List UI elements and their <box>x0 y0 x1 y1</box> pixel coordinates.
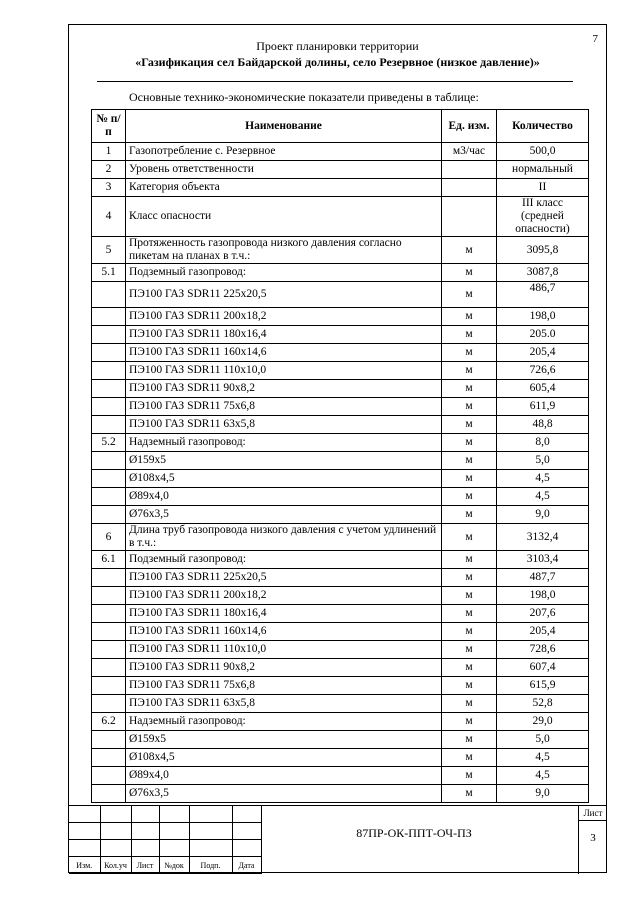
row-number <box>92 731 126 749</box>
table-row <box>92 282 589 308</box>
row-unit: м <box>442 452 497 470</box>
table-row <box>92 569 589 587</box>
row-number <box>92 308 126 326</box>
row-quantity: 486,7 <box>497 282 589 308</box>
row-name: ПЭ100 ГАЗ SDR11 225x20,5 <box>126 569 442 587</box>
sheet-box <box>578 806 607 874</box>
row-unit: м <box>442 488 497 506</box>
row-unit: м <box>442 524 497 551</box>
row-number <box>92 488 126 506</box>
document-subtitle: «Газификация сел Байдарской долины, село Резервное (низкое давление)» <box>135 55 540 69</box>
row-name: Ø108x4,5 <box>126 470 442 488</box>
document-code: 87ПР-ОК-ППТ-ОЧ-ПЗ <box>356 826 472 840</box>
row-quantity: 205,4 <box>497 623 589 641</box>
table-row <box>92 524 589 551</box>
row-number <box>92 326 126 344</box>
table-row <box>92 344 589 362</box>
row-number <box>92 695 126 713</box>
row-quantity: 4,5 <box>497 749 589 767</box>
row-name: Ø108x4,5 <box>126 749 442 767</box>
row-unit: м <box>442 416 497 434</box>
row-number <box>92 452 126 470</box>
row-name: ПЭ100 ГАЗ SDR11 63x5,8 <box>126 416 442 434</box>
col-header-qty: Количество <box>497 110 589 143</box>
row-number <box>92 677 126 695</box>
table-row <box>92 551 589 569</box>
row-unit: м <box>442 659 497 677</box>
document-title: Проект планировки территории <box>256 39 419 53</box>
row-name: Надземный газопровод: <box>126 434 442 452</box>
row-number <box>92 344 126 362</box>
row-number: 3 <box>92 179 126 197</box>
row-name: ПЭ100 ГАЗ SDR11 160x14,6 <box>126 623 442 641</box>
row-quantity: 487,7 <box>497 569 589 587</box>
row-name: Подземный газопровод: <box>126 264 442 282</box>
row-number <box>92 605 126 623</box>
table-row <box>92 434 589 452</box>
row-quantity: 52,8 <box>497 695 589 713</box>
table-row <box>92 731 589 749</box>
row-name: Ø159x5 <box>126 452 442 470</box>
col-header-num: № п/п <box>92 110 126 143</box>
row-number <box>92 587 126 605</box>
row-number: 6.1 <box>92 551 126 569</box>
row-name: Ø89x4,0 <box>126 767 442 785</box>
row-quantity: 3087,8 <box>497 264 589 282</box>
label-ndok: №док <box>159 857 189 874</box>
row-number: 1 <box>92 143 126 161</box>
row-quantity: 205,4 <box>497 344 589 362</box>
row-quantity: 9,0 <box>497 785 589 803</box>
table-row <box>92 623 589 641</box>
table-row <box>92 452 589 470</box>
row-quantity: 198,0 <box>497 587 589 605</box>
row-name: ПЭ100 ГАЗ SDR11 63x5,8 <box>126 695 442 713</box>
row-unit: м <box>442 237 497 264</box>
row-quantity: 607,4 <box>497 659 589 677</box>
row-name: Ø76x3,5 <box>126 506 442 524</box>
indicators-table <box>91 109 589 803</box>
sheet-label: Лист <box>583 808 603 818</box>
row-quantity: 8,0 <box>497 434 589 452</box>
row-number: 5.2 <box>92 434 126 452</box>
row-quantity: III класс (средней опасности) <box>497 197 589 237</box>
row-name: Надземный газопровод: <box>126 713 442 731</box>
row-name: Подземный газопровод: <box>126 551 442 569</box>
row-number <box>92 785 126 803</box>
row-unit: м <box>442 506 497 524</box>
row-unit: м <box>442 470 497 488</box>
table-body <box>92 143 589 803</box>
row-name: ПЭ100 ГАЗ SDR11 160x14,6 <box>126 344 442 362</box>
row-number: 5.1 <box>92 264 126 282</box>
row-quantity: 5,0 <box>497 731 589 749</box>
row-unit: м <box>442 264 497 282</box>
table-row <box>92 506 589 524</box>
row-unit: м <box>442 677 497 695</box>
table-row <box>92 695 589 713</box>
title-underline <box>97 81 573 82</box>
table-row <box>92 326 589 344</box>
intro-text: Основные технико-экономические показатели приведены в таблице: <box>129 90 479 104</box>
row-unit: м <box>442 587 497 605</box>
row-number <box>92 767 126 785</box>
table-row <box>92 264 589 282</box>
row-number <box>92 380 126 398</box>
row-unit: м <box>442 326 497 344</box>
row-name: Ø159x5 <box>126 731 442 749</box>
table-row <box>92 587 589 605</box>
row-unit <box>442 179 497 197</box>
page-number: 7 <box>592 33 598 45</box>
row-unit: м <box>442 785 497 803</box>
row-name: ПЭ100 ГАЗ SDR11 200x18,2 <box>126 587 442 605</box>
table-row <box>92 398 589 416</box>
row-number <box>92 416 126 434</box>
row-number <box>92 641 126 659</box>
row-quantity: 4,5 <box>497 767 589 785</box>
table-row <box>92 416 589 434</box>
row-unit: м <box>442 623 497 641</box>
table-row <box>92 470 589 488</box>
row-unit: м <box>442 308 497 326</box>
row-number <box>92 506 126 524</box>
table-row <box>92 488 589 506</box>
row-quantity: 4,5 <box>497 470 589 488</box>
row-unit: м3/час <box>442 143 497 161</box>
row-unit: м <box>442 767 497 785</box>
row-quantity: II <box>497 179 589 197</box>
table-header-row <box>92 110 589 143</box>
row-quantity: 611,9 <box>497 398 589 416</box>
row-name: ПЭ100 ГАЗ SDR11 75x6,8 <box>126 398 442 416</box>
row-quantity: 726,6 <box>497 362 589 380</box>
row-quantity: 3132,4 <box>497 524 589 551</box>
row-name: ПЭ100 ГАЗ SDR11 200x18,2 <box>126 308 442 326</box>
row-name: Ø76x3,5 <box>126 785 442 803</box>
row-quantity: 207,6 <box>497 605 589 623</box>
row-unit: м <box>442 731 497 749</box>
row-quantity: 500,0 <box>497 143 589 161</box>
col-header-unit: Ед. изм. <box>442 110 497 143</box>
row-unit: м <box>442 380 497 398</box>
label-kol-uch: Кол.уч <box>100 857 131 874</box>
row-number <box>92 749 126 767</box>
row-quantity: нормальный <box>497 161 589 179</box>
row-quantity: 605,4 <box>497 380 589 398</box>
row-number <box>92 282 126 308</box>
row-number: 4 <box>92 197 126 237</box>
row-name: Категория объекта <box>126 179 442 197</box>
table-row <box>92 362 589 380</box>
row-quantity: 615,9 <box>497 677 589 695</box>
table-row <box>92 197 589 237</box>
table-row <box>92 641 589 659</box>
row-name: ПЭ100 ГАЗ SDR11 90x8,2 <box>126 659 442 677</box>
table-row <box>92 659 589 677</box>
row-name: ПЭ100 ГАЗ SDR11 90x8,2 <box>126 380 442 398</box>
row-name: Уровень ответственности <box>126 161 442 179</box>
row-number: 6 <box>92 524 126 551</box>
row-name: ПЭ100 ГАЗ SDR11 180x16,4 <box>126 326 442 344</box>
revision-labels-row <box>69 857 261 874</box>
row-quantity: 205.0 <box>497 326 589 344</box>
row-name: Протяженность газопровода низкого давления согласно пикетам на планах в т.ч.: <box>126 237 442 264</box>
revision-grid <box>69 806 262 874</box>
row-number: 2 <box>92 161 126 179</box>
label-izm: Изм. <box>69 857 100 874</box>
row-quantity: 29,0 <box>497 713 589 731</box>
table-row <box>92 605 589 623</box>
row-number <box>92 398 126 416</box>
table-row <box>92 380 589 398</box>
label-list: Лист <box>131 857 159 874</box>
row-number <box>92 470 126 488</box>
table-row <box>92 179 589 197</box>
table-row <box>92 767 589 785</box>
row-quantity: 4,5 <box>497 488 589 506</box>
table-row <box>92 785 589 803</box>
row-quantity: 3095,8 <box>497 237 589 264</box>
row-name: ПЭ100 ГАЗ SDR11 180x16,4 <box>126 605 442 623</box>
row-unit: м <box>442 641 497 659</box>
table-row <box>92 237 589 264</box>
row-quantity: 198,0 <box>497 308 589 326</box>
row-name: ПЭ100 ГАЗ SDR11 110x10,0 <box>126 641 442 659</box>
row-unit: м <box>442 551 497 569</box>
row-unit: м <box>442 749 497 767</box>
row-unit: м <box>442 569 497 587</box>
row-unit <box>442 197 497 237</box>
row-quantity: 3103,4 <box>497 551 589 569</box>
row-name: Газопотребление с. Резервное <box>126 143 442 161</box>
table-row <box>92 713 589 731</box>
row-number <box>92 362 126 380</box>
row-unit: м <box>442 362 497 380</box>
table-row <box>92 308 589 326</box>
row-quantity: 48,8 <box>497 416 589 434</box>
row-unit <box>442 161 497 179</box>
row-name: Длина труб газопровода низкого давления с учетом удлинений в т.ч.: <box>126 524 442 551</box>
row-unit: м <box>442 344 497 362</box>
row-name: Ø89x4,0 <box>126 488 442 506</box>
row-number <box>92 569 126 587</box>
label-podp: Подп. <box>189 857 232 874</box>
row-number: 6.2 <box>92 713 126 731</box>
row-name: ПЭ100 ГАЗ SDR11 225x20,5 <box>126 282 442 308</box>
sheet-divider <box>579 820 607 821</box>
row-unit: м <box>442 713 497 731</box>
row-number <box>92 623 126 641</box>
row-name: ПЭ100 ГАЗ SDR11 75x6,8 <box>126 677 442 695</box>
row-quantity: 728,6 <box>497 641 589 659</box>
row-name: Класс опасности <box>126 197 442 237</box>
document-sheet <box>68 24 607 873</box>
row-number <box>92 659 126 677</box>
row-unit: м <box>442 398 497 416</box>
table-row <box>92 677 589 695</box>
row-number: 5 <box>92 237 126 264</box>
row-unit: м <box>442 434 497 452</box>
row-unit: м <box>442 282 497 308</box>
row-unit: м <box>442 695 497 713</box>
row-quantity: 9,0 <box>497 506 589 524</box>
label-data: Дата <box>232 857 261 874</box>
row-quantity: 5,0 <box>497 452 589 470</box>
title-block <box>69 805 606 874</box>
sheet-number: 3 <box>590 832 596 844</box>
table-row <box>92 749 589 767</box>
row-unit: м <box>442 605 497 623</box>
table-row <box>92 143 589 161</box>
table-row <box>92 161 589 179</box>
col-header-name: Наименование <box>126 110 442 143</box>
row-name: ПЭ100 ГАЗ SDR11 110x10,0 <box>126 362 442 380</box>
